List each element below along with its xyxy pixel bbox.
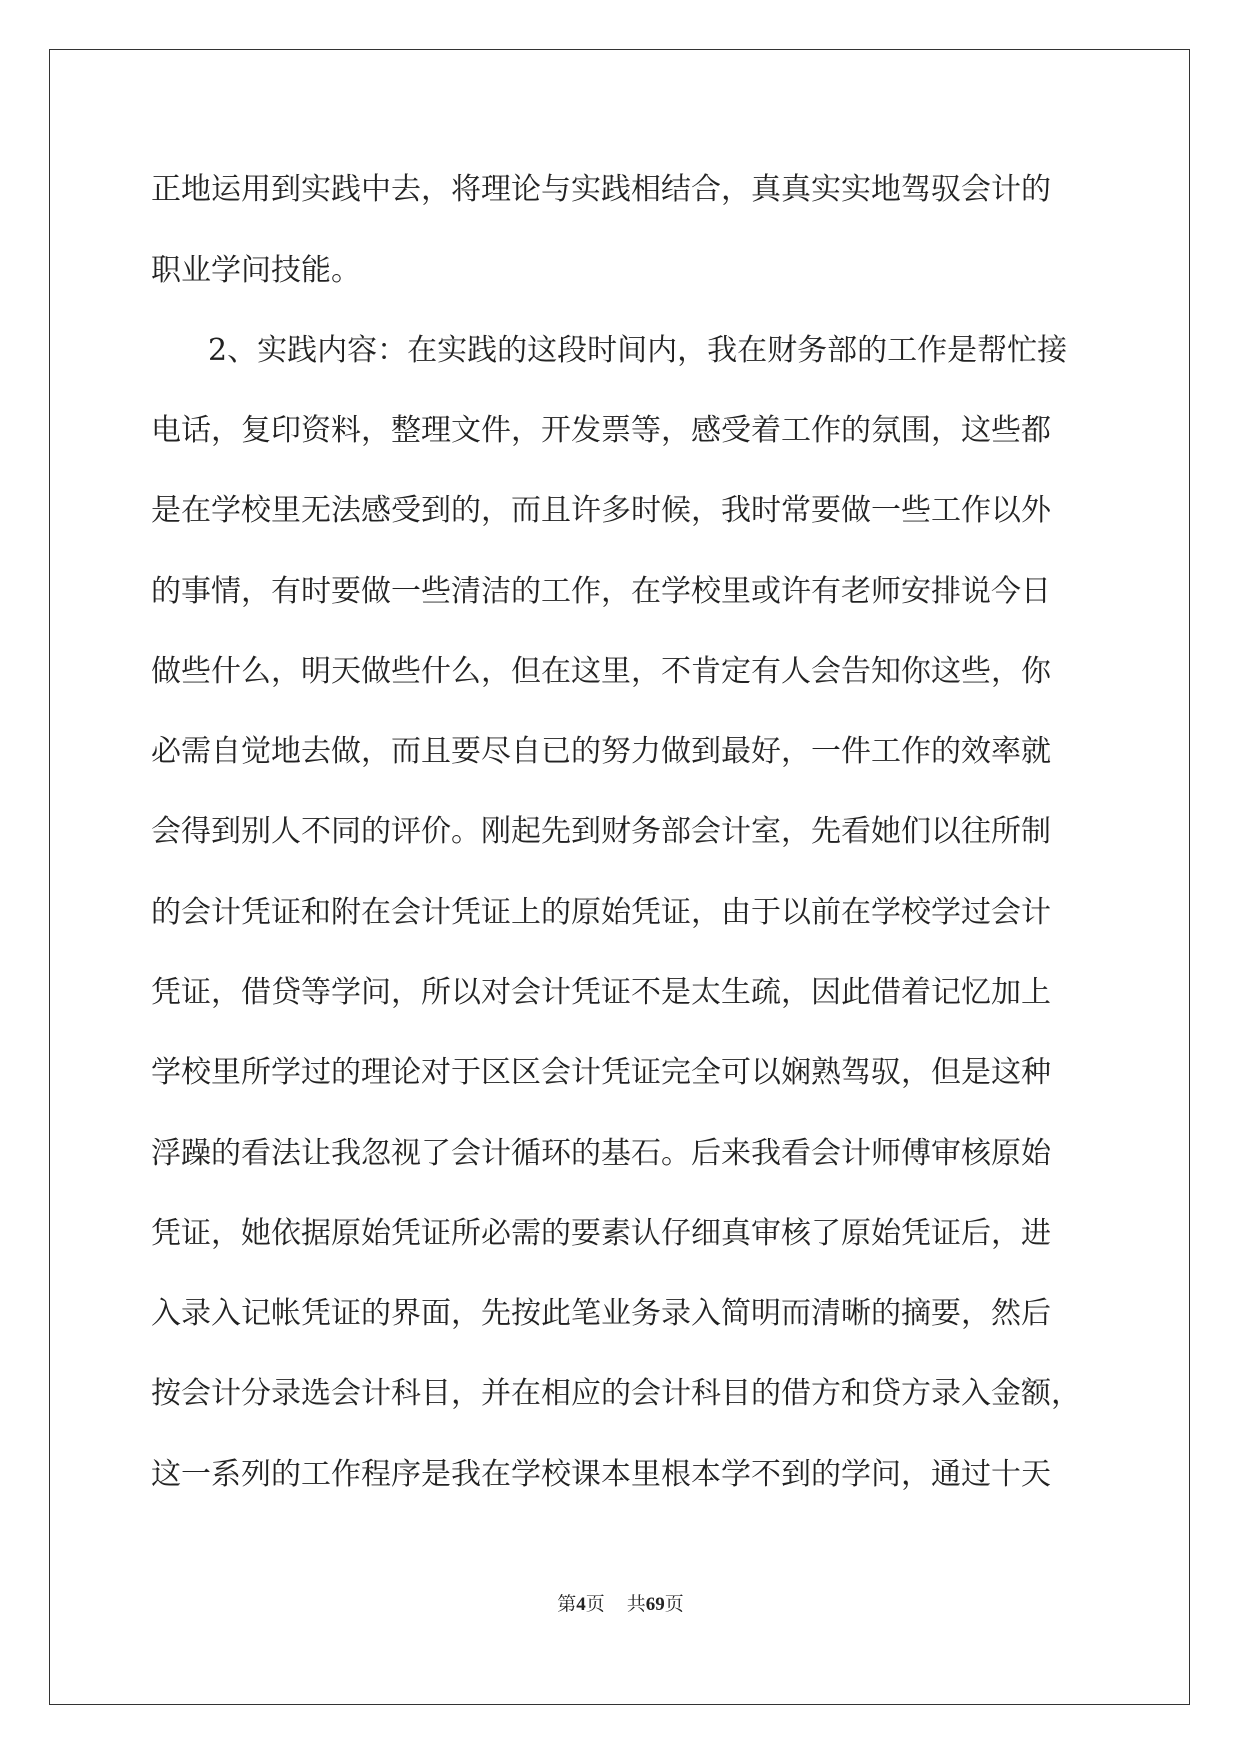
text-line: 是在学校里无法感受到的，而且许多时候，我时常要做一些工作以外 (151, 493, 1051, 528)
text-line: 正地运用到实践中去，将理论与实践相结合，真真实实地驾驭会计的 (151, 172, 1051, 207)
total-label-prefix: 共 (626, 1594, 646, 1615)
text-line: 职业学问技能。 (151, 253, 361, 288)
text-line: 这一系列的工作程序是我在学校课本里根本学不到的学问，通过十天 (151, 1457, 1051, 1492)
page-label-prefix: 第 (557, 1594, 577, 1615)
text-line: 电话，复印资料，整理文件，开发票等，感受着工作的氛围，这些都 (151, 413, 1051, 448)
text-line: 按会计分录选会计科目，并在相应的会计科目的借方和贷方录入金额， (151, 1376, 1081, 1411)
page-number: 4 (576, 1594, 586, 1615)
paragraph-start-line: 2、实践内容：在实践的这段时间内，我在财务部的工作是帮忙接 (208, 333, 1068, 368)
page-label-suffix: 页 (585, 1594, 605, 1615)
total-label-suffix: 页 (664, 1594, 684, 1615)
text-line: 的事情，有时要做一些清洁的工作，在学校里或许有老师安排说今日 (151, 574, 1051, 609)
text-line: 浮躁的看法让我忽视了会计循环的基石。后来我看会计师傅审核原始 (151, 1136, 1051, 1171)
text-line: 入录入记帐凭证的界面，先按此笔业务录入简明而清晰的摘要，然后 (151, 1296, 1051, 1331)
text-line: 做些什么，明天做些什么，但在这里，不肯定有人会告知你这些，你 (151, 654, 1051, 689)
text-line: 学校里所学过的理论对于区区会计凭证完全可以娴熟驾驭，但是这种 (151, 1055, 1051, 1090)
text-line: 必需自觉地去做，而且要尽自已的努力做到最好，一件工作的效率就 (151, 734, 1051, 769)
total-pages: 69 (645, 1594, 665, 1615)
text-line: 凭证，借贷等学问，所以对会计凭证不是太生疏，因此借着记忆加上 (151, 975, 1051, 1010)
page-footer (0, 1592, 1241, 1618)
text-line: 会得到别人不同的评价。刚起先到财务部会计室，先看她们以往所制 (151, 814, 1051, 849)
text-line: 凭证，她依据原始凭证所必需的要素认仔细真审核了原始凭证后，进 (151, 1216, 1051, 1251)
text-line: 的会计凭证和附在会计凭证上的原始凭证，由于以前在学校学过会计 (151, 895, 1051, 930)
